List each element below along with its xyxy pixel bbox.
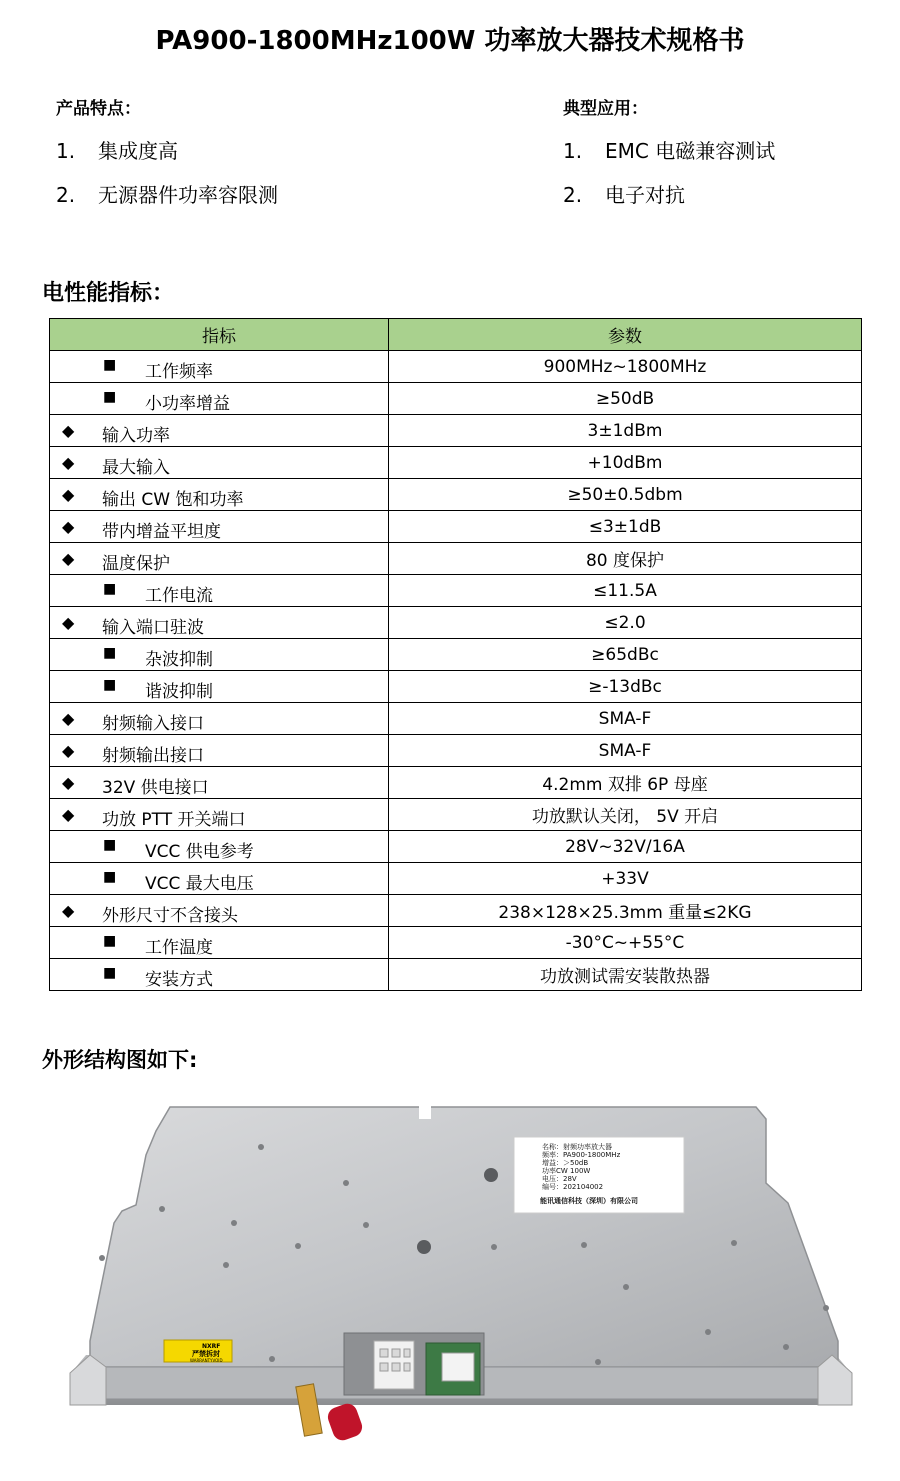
spec-name: 工作温度 (145, 938, 213, 958)
square-bullet-icon: ■ (103, 645, 117, 661)
feature-item (56, 179, 278, 208)
spec-row (50, 927, 862, 959)
spec-row (50, 351, 862, 383)
diamond-bullet-icon: ◆ (62, 901, 75, 920)
diamond-bullet-icon: ◆ (62, 421, 75, 440)
spec-value: 80 度保护 (389, 543, 862, 575)
spec-row (50, 639, 862, 671)
spec-indicator-cell (50, 735, 389, 767)
spec-row (50, 735, 862, 767)
diamond-bullet-icon: ◆ (62, 453, 75, 472)
square-bullet-icon: ■ (103, 357, 117, 373)
feature-text: 集成度高 (98, 139, 178, 163)
label-line: 增益：＞50dB (542, 1159, 589, 1167)
spec-row (50, 607, 862, 639)
spec-indicator-cell (50, 415, 389, 447)
spec-name: 32V 供电接口 (102, 778, 209, 798)
spec-name: 输入功率 (102, 426, 170, 446)
feature-num: 2. (56, 183, 76, 207)
spec-table-header (50, 319, 862, 351)
square-bullet-icon: ■ (103, 869, 117, 885)
spec-name: 小功率增益 (145, 394, 230, 414)
spec-name: 带内增益平坦度 (102, 522, 221, 542)
spec-row (50, 415, 862, 447)
feature-num: 1. (56, 139, 76, 163)
spec-indicator-cell (50, 543, 389, 575)
spec-indicator-cell (50, 767, 389, 799)
spec-indicator-cell (50, 447, 389, 479)
spec-indicator-cell (50, 959, 389, 991)
spec-name: 工作频率 (145, 362, 213, 382)
spec-value: ≤2.0 (389, 607, 862, 639)
applications-heading: 典型应用： (563, 99, 648, 119)
spec-row (50, 575, 862, 607)
spec-indicator-cell (50, 895, 389, 927)
spec-indicator-cell (50, 479, 389, 511)
spec-value: ≥50dB (389, 383, 862, 415)
features-heading: 产品特点： (56, 99, 141, 119)
spec-indicator-cell (50, 799, 389, 831)
spec-row (50, 543, 862, 575)
spec-value: SMA-F (389, 735, 862, 767)
diamond-bullet-icon: ◆ (62, 549, 75, 568)
product-photo (66, 1105, 856, 1450)
spec-value: ≥65dBc (389, 639, 862, 671)
spec-indicator-cell (50, 831, 389, 863)
spec-value: 28V~32V/16A (389, 831, 862, 863)
spec-value: 4.2mm 双排 6P 母座 (389, 767, 862, 799)
spec-name: 工作电流 (145, 586, 213, 606)
spec-name: 射频输入接口 (102, 714, 204, 734)
diamond-bullet-icon: ◆ (62, 613, 75, 632)
header-parameter: 参数 (389, 319, 862, 351)
diamond-bullet-icon: ◆ (62, 805, 75, 824)
chassis-top (90, 1107, 838, 1367)
spec-name: VCC 供电参考 (145, 842, 254, 862)
spec-value: 238×128×25.3mm 重量≤2KG (389, 895, 862, 927)
square-bullet-icon: ■ (103, 389, 117, 405)
spec-name: 外形尺寸不含接头 (102, 906, 238, 926)
spec-value: SMA-F (389, 703, 862, 735)
spec-indicator-cell (50, 863, 389, 895)
spec-name: 功放 PTT 开关端口 (102, 810, 246, 830)
spec-value: ≤3±1dB (389, 511, 862, 543)
spec-indicator-cell (50, 383, 389, 415)
spec-indicator-cell (50, 639, 389, 671)
spec-row (50, 959, 862, 991)
spec-row (50, 831, 862, 863)
spec-indicator-cell (50, 351, 389, 383)
feature-item (56, 135, 178, 164)
spec-indicator-cell (50, 575, 389, 607)
spec-indicator-cell (50, 703, 389, 735)
square-bullet-icon: ■ (103, 933, 117, 949)
spec-value: ≥-13dBc (389, 671, 862, 703)
upper-hole (484, 1168, 498, 1182)
electrical-heading: 电性能指标： (42, 281, 175, 306)
spec-row (50, 863, 862, 895)
application-item (563, 179, 685, 208)
spec-name: VCC 最大电压 (145, 874, 254, 894)
spec-indicator-cell (50, 927, 389, 959)
square-bullet-icon: ■ (103, 965, 117, 981)
label-line: 电压：28V (542, 1175, 577, 1183)
spec-row (50, 799, 862, 831)
sma-cap (325, 1401, 365, 1443)
spec-value: +10dBm (389, 447, 862, 479)
application-text: EMC 电磁兼容测试 (605, 139, 776, 163)
center-hole (417, 1240, 431, 1254)
corner-block-left (70, 1355, 106, 1405)
feature-text: 无源器件功率容限测 (98, 183, 278, 207)
spec-value: ≤11.5A (389, 575, 862, 607)
spec-value: 3±1dBm (389, 415, 862, 447)
spec-value: -30°C~+55°C (389, 927, 862, 959)
spec-row (50, 767, 862, 799)
square-bullet-icon: ■ (103, 581, 117, 597)
spec-indicator-cell (50, 511, 389, 543)
diamond-bullet-icon: ◆ (62, 773, 75, 792)
corner-block-right (818, 1355, 852, 1405)
diamond-bullet-icon: ◆ (62, 741, 75, 760)
spec-name: 温度保护 (102, 554, 170, 574)
spec-row (50, 447, 862, 479)
spec-indicator-cell (50, 671, 389, 703)
spec-row (50, 383, 862, 415)
label-line: 频率：PA900-1800MHz (542, 1151, 621, 1159)
square-bullet-icon: ■ (103, 677, 117, 693)
application-text: 电子对抗 (605, 183, 685, 207)
warning-brand: NXRF (202, 1343, 221, 1350)
spec-indicator-cell (50, 607, 389, 639)
square-bullet-icon: ■ (103, 837, 117, 853)
spec-name: 最大输入 (102, 458, 170, 478)
warning-sub: WARRANTYVOID (190, 1358, 223, 1363)
spec-table (49, 318, 862, 991)
spec-value: 功放测试需安装散热器 (389, 959, 862, 991)
label-line: 名称：射频功率放大器 (542, 1143, 612, 1151)
top-notch (419, 1105, 431, 1119)
ptt-connector (442, 1353, 474, 1381)
label-line: 编号：202104002 (542, 1183, 604, 1191)
diamond-bullet-icon: ◆ (62, 709, 75, 728)
application-item (563, 135, 775, 164)
spec-name: 输入端口驻波 (102, 618, 204, 638)
spec-row (50, 703, 862, 735)
header-indicator: 指标 (50, 319, 389, 351)
spec-name: 杂波抑制 (145, 650, 213, 670)
spec-value: ≥50±0.5dbm (389, 479, 862, 511)
diamond-bullet-icon: ◆ (62, 517, 75, 536)
spec-value: 功放默认关闭， 5V 开启 (389, 799, 862, 831)
spec-row (50, 511, 862, 543)
application-num: 2. (563, 183, 583, 207)
label-line: 功率CW 100W (542, 1167, 591, 1175)
spec-row (50, 895, 862, 927)
spec-row (50, 671, 862, 703)
spec-value: +33V (389, 863, 862, 895)
spec-name: 射频输出接口 (102, 746, 204, 766)
application-num: 1. (563, 139, 583, 163)
spec-row (50, 479, 862, 511)
spec-name: 输出 CW 饱和功率 (102, 490, 244, 510)
spec-name: 安装方式 (145, 970, 213, 990)
diamond-bullet-icon: ◆ (62, 485, 75, 504)
spec-value: 900MHz~1800MHz (389, 351, 862, 383)
page-title: PA900-1800MHz100W 功率放大器技术规格书 (155, 26, 745, 56)
spec-name: 谐波抑制 (145, 682, 213, 702)
warning-text: 严禁拆封 (192, 1350, 220, 1358)
shape-heading: 外形结构图如下: (42, 1048, 198, 1072)
label-company: 能讯通信科技（深圳）有限公司 (540, 1197, 638, 1205)
